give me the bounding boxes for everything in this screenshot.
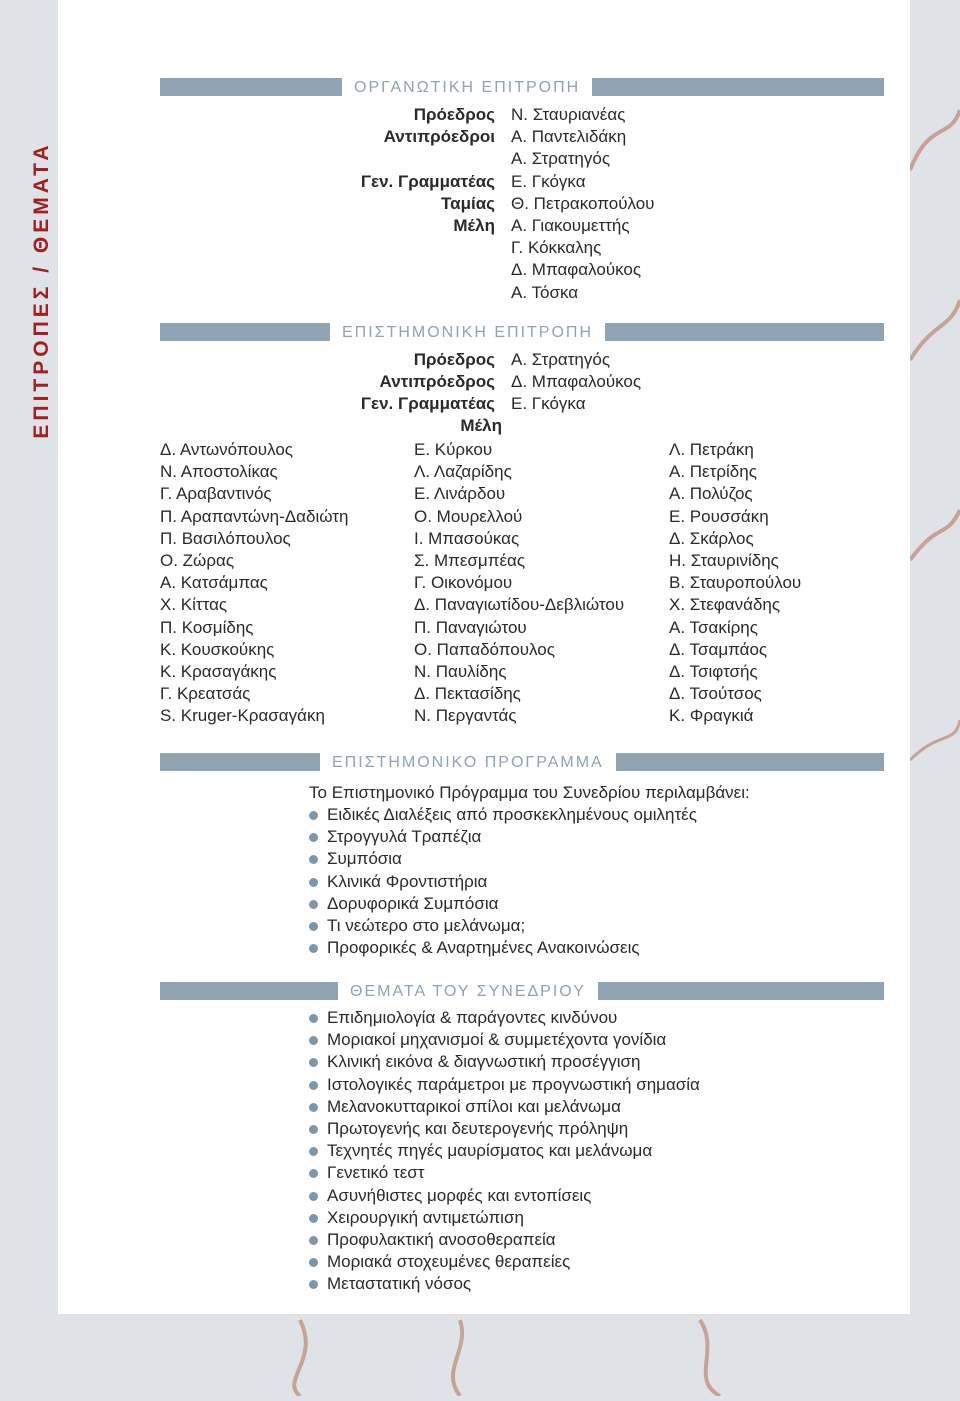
list-item: Μεταστατική νόσος [309, 1274, 471, 1294]
committee-member: Δ. Μπαφαλούκος [511, 260, 642, 280]
list-item: Κλινικά Φροντιστήρια [309, 872, 487, 892]
list-item: Προφυλακτική ανοσοθεραπεία [309, 1230, 556, 1250]
section-bar-topics [160, 982, 884, 1000]
member-name: Π. Αραπαντώνη-Δαδιώτη [160, 506, 349, 526]
list-item: Ειδικές Διαλέξεις από προσκεκλημένους ομιλητές [309, 805, 697, 825]
list-item: Στρογγυλά Τραπέζια [309, 827, 481, 847]
list-item: Μοριακοί μηχανισμοί & συμμετέχοντα γονίδια [309, 1030, 666, 1050]
member-name: Ε. Κύρκου [414, 440, 493, 459]
member-name: Κ. Κουσκούκης [160, 639, 275, 659]
list-item: Γενετικό τεστ [309, 1163, 424, 1183]
member-name: Κ. Κρασαγάκης [160, 662, 277, 681]
member-name: Ν. Αποστολίκας [160, 462, 278, 482]
list-item: Κλινική εικόνα & διαγνωστική προσέγγιση [309, 1052, 640, 1072]
list-item: Ασυνήθιστες μορφές και εντοπίσεις [309, 1186, 591, 1206]
list-item: Τι νεώτερο στο μελάνωμα; [309, 916, 525, 936]
committee-member: Γ. Κόκκαλης [511, 238, 602, 258]
side-title [22, 140, 62, 440]
list-item: Δορυφορικά Συμπόσια [309, 894, 498, 914]
member-name: Δ. Τσιφτσής [669, 662, 758, 681]
list-item: Μοριακά στοχευμένες θεραπείες [309, 1252, 570, 1272]
member-name: Κ. Φραγκιά [669, 706, 754, 726]
member-name: Γ. Αραβαντινός [160, 484, 272, 504]
member-name: Π. Παναγιώτου [414, 617, 527, 637]
member-name: Ι. Μπασούκας [414, 528, 520, 548]
member-name: Δ. Πεκτασίδης [414, 684, 521, 704]
member-name: Γ. Κρεατσάς [160, 684, 251, 704]
committee-member: Ε. Γκόγκα [511, 394, 586, 414]
list-item: Τεχνητές πηγές μαυρίσματος και μελάνωμα [309, 1141, 652, 1161]
committee-role: Γεν. Γραμματέας [360, 171, 495, 191]
member-name: Δ. Παναγιωτίδου-Δεβλιώτου [414, 595, 625, 615]
member-name: Δ. Τσούτσος [669, 684, 762, 704]
list-item: Μελανοκυτταρικοί σπίλοι και μελάνωμα [309, 1097, 621, 1117]
member-name: Π. Κοσμίδης [160, 617, 254, 637]
committee-role: Ταμίας [441, 193, 495, 213]
list-item: Επιδημιολογία & παράγοντες κινδύνου [309, 1008, 617, 1028]
committee-role: Γεν. Γραμματέας [360, 394, 495, 414]
committee-member: Ν. Σταυριανέας [511, 105, 626, 124]
member-name: Χ. Κίττας [160, 595, 228, 615]
members-label: Μέλη [460, 416, 502, 435]
member-name: Χ. Στεφανάδης [669, 595, 781, 615]
member-name: Ν. Παυλίδης [414, 662, 507, 681]
member-name: Ε. Ρουσσάκη [669, 506, 769, 526]
section-title-scientific: ΕΠΙΣΤΗΜΟΝΙΚΗ ΕΠΙΤΡΟΠΗ [330, 323, 605, 341]
committee-role: Πρόεδρος [413, 105, 495, 124]
member-name: Δ. Τσαμπάος [669, 639, 768, 659]
member-name: Α. Τσακίρης [669, 617, 758, 637]
member-name: Ο. Παπαδόπουλος [414, 639, 555, 659]
committee-role: Πρόεδρος [413, 350, 495, 369]
list-item: Χειρουργική αντιμετώπιση [309, 1208, 524, 1228]
committee-member: Α. Γιακουμεττής [511, 216, 630, 235]
member-name: Σ. Μπεσμπέας [414, 551, 526, 570]
section-bar-organizing [160, 78, 884, 96]
list-item: Ιστολογικές παράμετροι με προγνωστική σημασία [309, 1075, 700, 1095]
member-name: S. Kruger-Κρασαγάκη [160, 706, 325, 726]
member-name: Α. Πετρίδης [669, 462, 757, 482]
list-item: Συμπόσια [309, 849, 402, 869]
member-name: Λ. Λαζαρίδης [414, 462, 512, 482]
member-name: Α. Κατσάμπας [160, 573, 268, 593]
member-name: Γ. Οικονόμου [414, 573, 513, 593]
list-item: Προφορικές & Αναρτημένες Ανακοινώσεις [309, 938, 640, 958]
committee-member: Α. Στρατηγός [511, 350, 611, 369]
committee-role: Μέλη [453, 216, 495, 235]
member-name: Π. Βασιλόπουλος [160, 528, 291, 548]
member-name: Ο. Μουρελλού [414, 506, 523, 526]
committee-member: Α. Τόσκα [511, 282, 579, 302]
committee-member: Δ. Μπαφαλούκος [511, 372, 642, 392]
section-title-program: ΕΠΙΣΤΗΜΟΝΙΚΟ ΠΡΟΓΡΑΜΜΑ [320, 753, 616, 771]
committee-member: Α. Στρατηγός [511, 149, 611, 169]
section-bar-scientific [160, 323, 884, 341]
list-item: Πρωτογενής και δευτερογενής πρόληψη [309, 1119, 628, 1139]
section-title-organizing: ΟΡΓΑΝΩΤΙΚΗ ΕΠΙΤΡΟΠΗ [342, 78, 592, 96]
member-name: Η. Σταυρινίδης [669, 551, 779, 570]
committee-member: Α. Παντελιδάκη [511, 127, 627, 147]
section-bar-program [160, 753, 884, 771]
member-name: Ε. Λινάρδου [414, 484, 506, 504]
section-title-topics: ΘΕΜΑΤΑ ΤΟΥ ΣΥΝΕΔΡΙΟΥ [338, 982, 598, 1000]
committee-role: Αντιπρόεδροι [383, 127, 495, 147]
member-name: Α. Πολύζος [669, 484, 753, 504]
member-name: Ο. Ζώρας [160, 551, 235, 570]
member-name: Ν. Περγαντάς [414, 706, 517, 726]
committee-member: Θ. Πετρακοπούλου [511, 193, 655, 213]
side-title-text: ΕΠΙΤΡΟΠΕΣ / ΘΕΜΑΤΑ [30, 141, 53, 439]
program-intro: Το Επιστημονικό Πρόγραμμα του Συνεδρίου περιλαμβάνει: [309, 783, 750, 802]
committee-role: Αντιπρόεδρος [379, 372, 495, 392]
member-name: Δ. Αντωνόπουλος [160, 440, 293, 459]
member-name: Δ. Σκάρλος [669, 528, 754, 548]
member-name: Λ. Πετράκη [669, 440, 754, 459]
member-name: Β. Σταυροπούλου [669, 573, 802, 593]
committee-member: Ε. Γκόγκα [511, 171, 586, 191]
